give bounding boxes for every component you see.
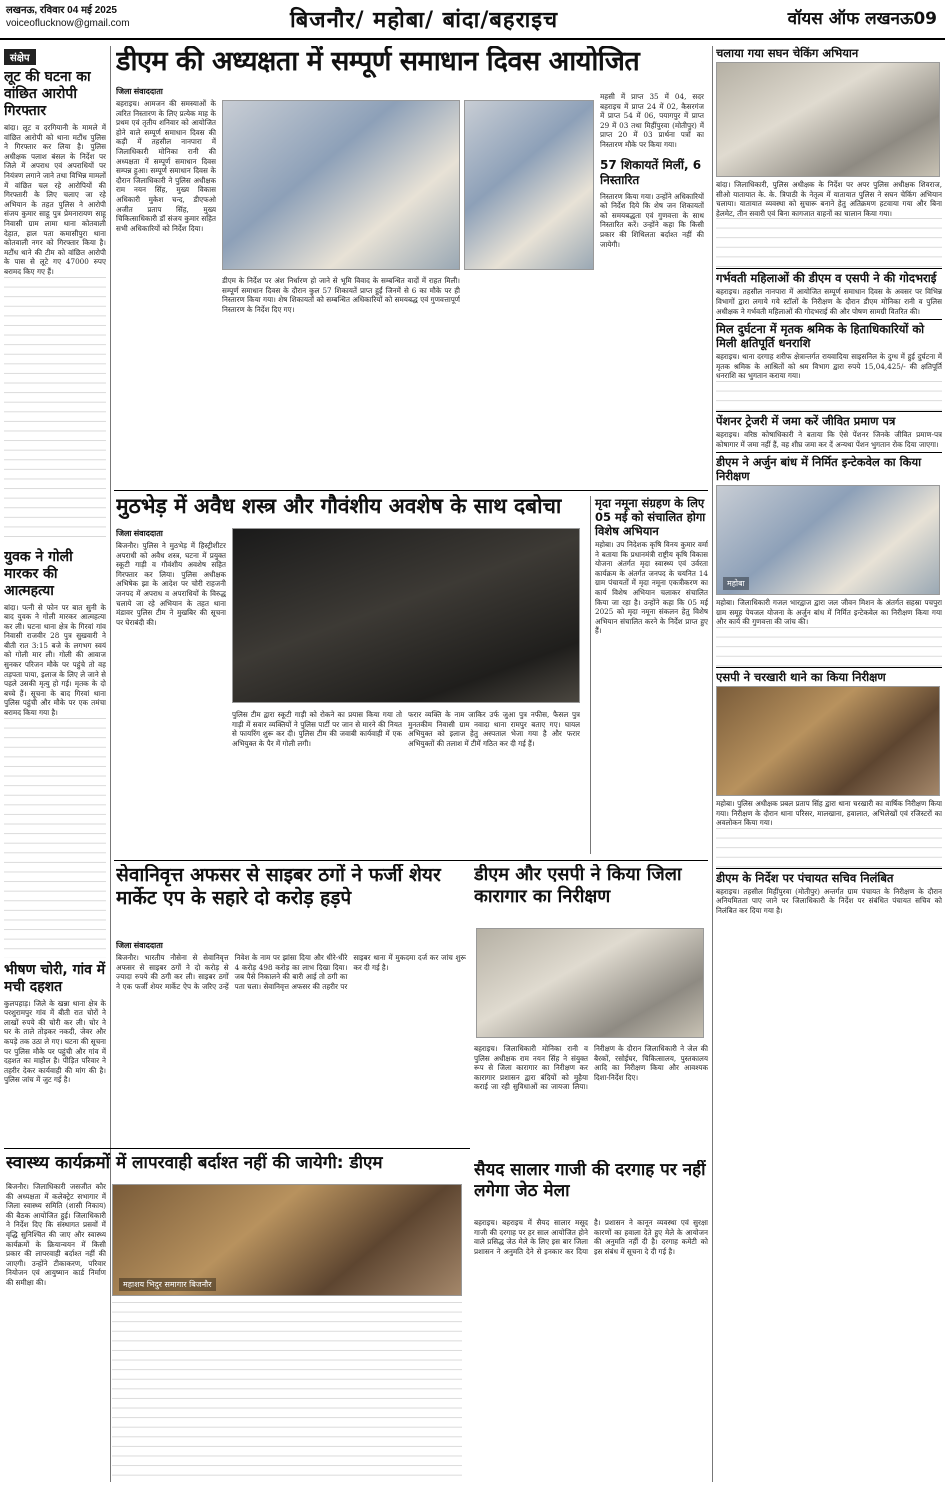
samadhan-meeting-photo: [222, 100, 460, 270]
body-filler: [716, 218, 942, 268]
worker-headline: मिल दुर्घटना में मृतक श्रमिक के हिताधिकारियों को मिली क्षतिपूर्ति धनराशि: [716, 319, 942, 350]
charkhari-headline: एसपी ने चरखारी थाने का किया निरीक्षण: [716, 667, 942, 684]
email: voiceoflucknow@gmail.com: [6, 18, 130, 29]
bureau-line: जिला संवाददाता: [116, 529, 163, 538]
arjun-headline: डीएम ने अर्जुन बांध में निर्मित इन्टेकवेल का किया निरीक्षण: [716, 452, 942, 483]
story-body: कुलपहाड़। जिले के खन्ना थाना क्षेत्र के परशुरामपुर गांव में बीती रात चोरों ने लाखों रुपये की चोरी कर ली। चोर ने घर के ताले तोड़कर नकदी, जेवर और कपड़े तक उठा ले गए। घटना की सूचना पर पुलिस मौके पर पहुंची और गांव में दहशत का माहौल है। पीड़ित परिवार ने तहरीर देकर कार्यवाही की मांग की है। पुलिस जांच में जुट गई है।: [4, 998, 106, 1085]
jail-photo: [476, 928, 704, 1038]
top-story-headline: डीएम की अध्यक्षता में सम्पूर्ण समाधान दिवस आयोजित: [116, 46, 640, 77]
section-rule: [114, 490, 708, 491]
story-body: बहराइच। आमजन की समस्याओं के त्वरित निस्तारण के लिए प्रत्येक माह के प्रथम एवं तृतीय शनिवार को आयोजित होने वाले सम्पूर्ण समाधान दिवस की कड़ी में तहसील नानपारा में जिलाधिकारी मोनिका रानी की अध्यक्षता में सम्पूर्ण समाधान दिवस सम्पन्न हुआ। सम्पूर्ण समाधान दिवस के दौरान जिलाधिकारी ने पुलिस अधीक्षक राम नयन सिंह, मुख्य विकास अधिकारी मुकेश चन्द, डीएफओ अजीत प्रताप सिंह, मुख्य चिकित्साधिकारी डॉ संजय कुमार सहित सभी अधिकारियों को निर्देश दिया।: [116, 99, 216, 233]
charkhari-photo: [716, 686, 940, 796]
story-body: बहराइच। जिलाधिकारी मोनिका रानी व पुलिस अधीक्षक राम नयन सिंह ने संयुक्त रूप से जिला कारागार का निरीक्षण कर कारागार प्रशासन द्वारा बंदियों को मुहैया कराई जा रही सुविधाओं का जायजा लिया। निरीक्षण के दौरान जिलाधिकारी ने जेल की बैरकों, रसोईघर, चिकित्सालय, पुस्तकालय आदि का निरीक्षण किया और आवश्यक दिशा-निर्देश दिए।: [474, 1044, 708, 1092]
top-story-col-2: [222, 276, 460, 486]
column-rule: [110, 46, 111, 1482]
story-body: बांदा। पत्नी से फोन पर बात सुनी के बाद युवक ने गोली मारकर आत्महत्या कर ली। घटना थाना क्षेत्र के गिरवां गांव निवासी राजवीर 28 पुत्र सुखवारी ने बीती रात 3:15 बजे के लगभग स्वयं को गोली मार ली। गोली की आवाज सुनकर परिजन मौके पर पहुंचे तो वह तड़पता पाया, इलाज के लिए ले जाने से पहले उसकी मृत्यु हो गई। मृतक के दो बच्चे हैं। सूचना के बाद गिरवां थाना पुलिस पहुंची और मौके पर एक तमंचा बरामद किया गया है।: [4, 602, 106, 718]
encounter-col-1: [116, 526, 226, 854]
dargah-headline-wrap: [474, 1160, 708, 1216]
story-body: बिजनौर। भारतीय नौसेना से सेवानिवृत्त अफसर से साइबर ठगों ने दो करोड़ से ज्यादा रुपये की ठगी कर ली। साइबर ठगों ने एक फर्जी शेयर मार्केट ऐप के जरिए उन्हें निवेश के नाम पर झांसा दिया और धीरे-धीरे 4 करोड़ 498 करोड़ का लाभ दिखा दिया। जब पैसे निकालने की बारी आई तो ठगी का पता चला। सेवानिवृत्त अफसर की तहरीर पर साइबर थाना में मुकदमा दर्ज कर जांच शुरू कर दी गई है।: [116, 953, 466, 991]
story-body: महोबा। जिलाधिकारी गजल भारद्वाज द्वारा जल जीवन मिशन के अंतर्गत सहस्रा पचपुरा ग्राम समूह पेयजल योजना के अर्जुन बांध में निर्मित इन्टेकवेल का निरीक्षण किया गया और कार्य की गुणवत्ता की जांच की।: [716, 598, 942, 627]
health-meeting-photo: [112, 1184, 462, 1296]
jail-body-wrap: [474, 1044, 708, 1156]
arjun-photo: [716, 485, 940, 595]
section-title: बिजनौर/ महोबा/ बांदा/बहराइच: [290, 8, 559, 33]
story-body: महोबा। उप निदेशक कृषि विनय कुमार वर्मा ने बताया कि प्रधानमंत्री राष्ट्रीय कृषि विकास योजना अंतर्गत मृदा स्वास्थ्य एवं उर्वरता कार्यक्रम के अंतर्गत जनपद के चयनित 14 ग्राम पंचायतों में मृदा नमूना एकत्रीकरण का कार्य विशेष अभियान चलाकर संचालित किया जा रहा है। उन्होंने कहा कि 05 मई 2025 को मृदा नमूना संकलन हेतु विशेष अभियान संचालित करने के निर्देश प्राप्त हुए हैं।: [595, 540, 708, 636]
date-line: लखनऊ, रविवार 04 मई 2025: [6, 5, 117, 16]
body-filler: [716, 381, 942, 411]
top-story-col-1: [116, 84, 216, 484]
body-filler: [112, 1302, 462, 1482]
section-rule: [4, 1148, 470, 1149]
story-body: बहराइच। बहराइच में सैयद सालार मसूद गाजी की दरगाह पर हर साल आयोजित होने वाले प्रसिद्ध जेठ मेले के लिए इस बार जिला प्रशासन ने अनुमति देने से इनकार कर दिया है। प्रशासन ने कानून व्यवस्था एवं सुरक्षा कारणों का हवाला देते हुए मेले के आयोजन की अनुमति नहीं दी है। दरगाह कमेटी को इस संबंध में सूचना दे दी गई है।: [474, 1218, 708, 1256]
photo-caption: महोबा: [723, 577, 749, 590]
body-filler: [716, 828, 942, 868]
dargah-body-wrap: [474, 1218, 708, 1482]
story-body: महोबा। पुलिस अधीक्षक प्रबल प्रताप सिंह द्वारा थाना चरखारी का वार्षिक निरीक्षण किया गया। निरीक्षण के दौरान थाना परिसर, मालखाना, हवालात, अभिलेखों एवं रजिस्टरों का अवलोकन किया गया।: [716, 798, 942, 828]
bureau-line: जिला संवाददाता: [116, 87, 163, 96]
story-headline: भीषण चोरी, गांव में मची दहशत: [4, 961, 106, 995]
dargah-headline: सैयद सालार गाजी की दरगाह पर नहीं लगेगा जेठ मेला: [474, 1160, 706, 1201]
story-body: बांदा। लूट व दरगियानी के मामले में वांछित आरोपी को थाना मटौंध पुलिस ने गिरफ्तार कर लिया है। पुलिस अधीक्षक पलाश बंसल के निर्देश पर जिले में अपराध एवं अपराधियों पर नियंत्रण लगाने जाने तथा विभिन्न मामलों में वांछित चल रहे आरोपियों की गिरफ्तारी के लिए चलाए जा रहे अभियान के तहत पुलिस ने आरोपी संजय कुमार साहू पुत्र प्रेमनारायण साहू निवासी ग्राम लामा थाना कोतवाली देहात, हाल पता कमासीपुरा थाना कोतवाली नगर को गिरफ्तार किया है। मटौंध थाने की टीम को वांछित आरोपी के पास से लूटे गए 47000 रुपए बरामद किए गए हैं।: [4, 123, 106, 276]
health-headline: स्वास्थ्य कार्यक्रमों में लापरवाही बर्दाश्त नहीं की जायेगी: डीएम: [6, 1153, 383, 1173]
top-story-subhead: 57 शिकायतें मिलीं, 6 निस्तारित: [600, 157, 702, 187]
right-column: [716, 46, 942, 1482]
samadhan-hall-photo: [464, 100, 594, 270]
column-rule: [712, 46, 713, 1482]
section-rule: [114, 860, 708, 861]
story-body: फरार व्यक्ति के नाम जाकिर उर्फ जुआ पुत्र नफीस, फैसल पुत्र मुनतकीम निवासी ग्राम नवादा थाना रामपुर बताए गए। घायल अभियुक्त को इलाज हेतु अस्पताल भेजा गया है और फरार अभियुक्तों की तलाश में टीमें गठित कर दी गई हैं।: [408, 710, 580, 748]
encounter-headline: मुठभेड़ में अवैध शस्त्र और गौवंशीय अवशेष के साथ दबोचा: [116, 494, 562, 518]
soil-box: [590, 496, 708, 854]
story-body: बहराइच। वरिष्ठ कोषाधिकारी ने बताया कि ऐसे पेंशनर जिनके जीवित प्रमाण-पत्र कोषागार में जमा नहीं हैं, वह शीघ्र जमा कर दें अन्यथा पेंशन भुगतान रोक दिया जाएगा।: [716, 429, 942, 449]
encounter-col-3: [408, 710, 580, 854]
health-headline-wrap: [6, 1152, 468, 1178]
story-headline: लूट की घटना का वांछित आरोपी गिरफ्तार: [4, 69, 91, 119]
story-body: बहराइच। थाना दरगाह शरीफ क्षेत्रान्तर्गत रायवादिया साइसनिल के दुग्ध में हुई दुर्घटना में मृतक श्रमिक के आश्रितों को श्रम विभाग द्वारा रुपये 15,04,425/- की क्षतिपूर्ति धनराशि का भुगतान कराया गया।: [716, 352, 942, 381]
top-story-headline-wrap: [116, 46, 706, 82]
cyber-headline-wrap: [116, 864, 466, 936]
story-body: बहराइच। तहसील नानपारा में आयोजित सम्पूर्ण समाधान दिवस के अवसर पर विभिन्न विभागों द्वारा लगाये गये स्टॉलों के निरीक्षण के दौरान डीएम मोनिका रानी व पुलिस अधीक्षक ने गर्भवती महिलाओं की गोदभराई की और पोषण सामग्री वितरित की।: [716, 287, 942, 316]
photo-caption: महाशय भिदुर समागार बिजनौर: [119, 1278, 216, 1291]
checking-headline: चलाया गया सघन चेकिंग अभियान: [716, 46, 859, 60]
health-col-1: [6, 1182, 106, 1482]
bureau-line: जिला संवाददाता: [116, 941, 163, 950]
soil-headline: मृदा नमूना संग्रहण के लिए 05 मई को संचालित होगा विशेष अभियान: [595, 496, 706, 538]
page-number: 09: [913, 9, 937, 29]
jail-headline: डीएम और एसपी ने किया जिला कारागार का निरीक्षण: [474, 864, 682, 907]
pregnant-headline: गर्भवती महिलाओं की डीएम व एसपी ने की गोदभराई: [716, 268, 942, 285]
body-filler: [4, 277, 106, 545]
story-body: निस्तारण किया गया। उन्होंने अधिकारियों को निर्देश दिये कि शेष जन शिकायतों को समयबद्धता एवं गुणवत्ता के साथ निस्तारित करें। उन्होंने कहा कि किसी प्रकार की शिथिलता बर्दाश्त नहीं की जायेगी।: [600, 191, 704, 249]
encounter-headline-wrap: [116, 494, 582, 524]
story-body: डीएम के निर्देश पर अंश निर्धारण हो जाने से भूमि विवाद के सम्बन्धित वादों में राहत मिली। सम्पूर्ण समाधान दिवस के दौरान कुल 57 शिकायतें प्राप्त हुईं जिनमें से 6 का मौके पर ही निस्तारण किया गया। शेष शिकायतों को सम्बन्धित अधिकारियों को समयबद्ध एवं गुणवत्तापूर्ण निस्तारण के निर्देश दिए गए।: [222, 276, 460, 314]
body-filler: [716, 627, 942, 667]
paper-name-block: [788, 6, 937, 29]
jail-headline-wrap: [474, 864, 708, 924]
suspend-headline: डीएम के निर्देश पर पंचायत सचिव निलंबित: [716, 868, 942, 885]
top-story-col-3: [600, 92, 704, 486]
story-headline: युवक ने गोली मारकर की आत्महत्या: [4, 548, 73, 599]
story-body: बिजनौर। पुलिस ने मुठभेड़ में हिस्ट्रीशीटर अपराधी को अवैध शस्त्र, घटना में प्रयुक्त स्कूटी गाड़ी व गौवंशीय अवशेष सहित गिरफ्तार कर लिया। पुलिस अधीक्षक अभिषेक झा के आदेश पर चोरी राहजनी जनपद में अपराध व अपराधियों के विरुद्ध चलाये जा रहे अभियान के तहत थाना मंडावर पुलिस टीम ने मुखबिर की सूचना पर घेराबंदी की।: [116, 541, 226, 627]
masthead-left: [6, 4, 130, 30]
body-filler: [4, 718, 106, 958]
brief-label: संक्षेप: [4, 49, 36, 65]
masthead: [0, 0, 945, 40]
story-body: बिजनौर। जिलाधिकारी जसजीत कौर की अध्यक्षता में कलेक्ट्रेट सभागार में जिला स्वास्थ्य समिति (शासी निकाय) की बैठक आयोजित हुई। जिलाधिकारी ने निर्देश दिए कि संस्थागत प्रसवों में वृद्धि सुनिश्चित की जाए और स्वास्थ्य कार्यक्रमों के क्रियान्वयन में किसी प्रकार की लापरवाही बर्दाश्त नहीं की जाएगी। उन्होंने टीकाकरण, परिवार नियोजन एवं आयुष्मान कार्ड निर्माण की समीक्षा की।: [6, 1182, 106, 1287]
checking-photo: [716, 62, 940, 177]
story-body: बहराइच। तहसील मिहींपुरवा (मोतीपुर) अन्तर्गत ग्राम पंचायत के निरीक्षण के दौरान अनियमितता पाए जाने पर जिलाधिकारी के निर्देश पर संबंधित पंचायत सचिव को निलंबित कर दिया गया है।: [716, 886, 942, 915]
story-body: महसी में प्राप्त 35 में 04, सदर बहराइच में प्राप्त 24 में 02, कैसरगंज में प्राप्त 54 में 06, पयागपुर में प्राप्त 29 में 03 तथा मिहींपुरवा (मोतीपुर) में प्राप्त 20 में 03 प्रार्थना पत्रों का निस्तारण मौके पर किया गया।: [600, 92, 704, 149]
encounter-col-2: [232, 710, 402, 854]
cyber-headline: सेवानिवृत्त अफसर से साइबर ठगों ने फर्जी शेयर मार्केट एप के सहारे दो करोड़ हड़पे: [116, 864, 441, 909]
story-body: बांदा। जिलाधिकारी, पुलिस अधीक्षक के निर्देश पर अपर पुलिस अधीक्षक शिवराज, सीओ यातायात के. के. त्रिपाठी के नेतृत्व में यातायात पुलिस ने सघन चेकिंग अभियान चलाया। यातायात व्यवस्था को सुचारू बनाने हेतु अतिक्रमण हटवाया गया और बिना हेलमेट, तीन सवारी एवं बिना कागजात वाहनों का चालान किया गया।: [716, 180, 942, 218]
encounter-photo: [232, 528, 580, 703]
story-body: पुलिस टीम द्वारा स्कूटी गाड़ी को रोकने का प्रयास किया गया तो गाड़ी में सवार व्यक्तियों ने पुलिस पार्टी पर जान से मारने की नियत से फायरिंग शुरू कर दी। पुलिस टीम की जवाबी कार्यवाही में एक अभियुक्त के पैर में गोली लगी।: [232, 710, 402, 748]
paper-name: वॉयस ऑफ लखनऊ: [787, 9, 914, 29]
pension-headline: पेंशनर ट्रेजरी में जमा करें जीवित प्रमाण पत्र: [716, 411, 942, 428]
